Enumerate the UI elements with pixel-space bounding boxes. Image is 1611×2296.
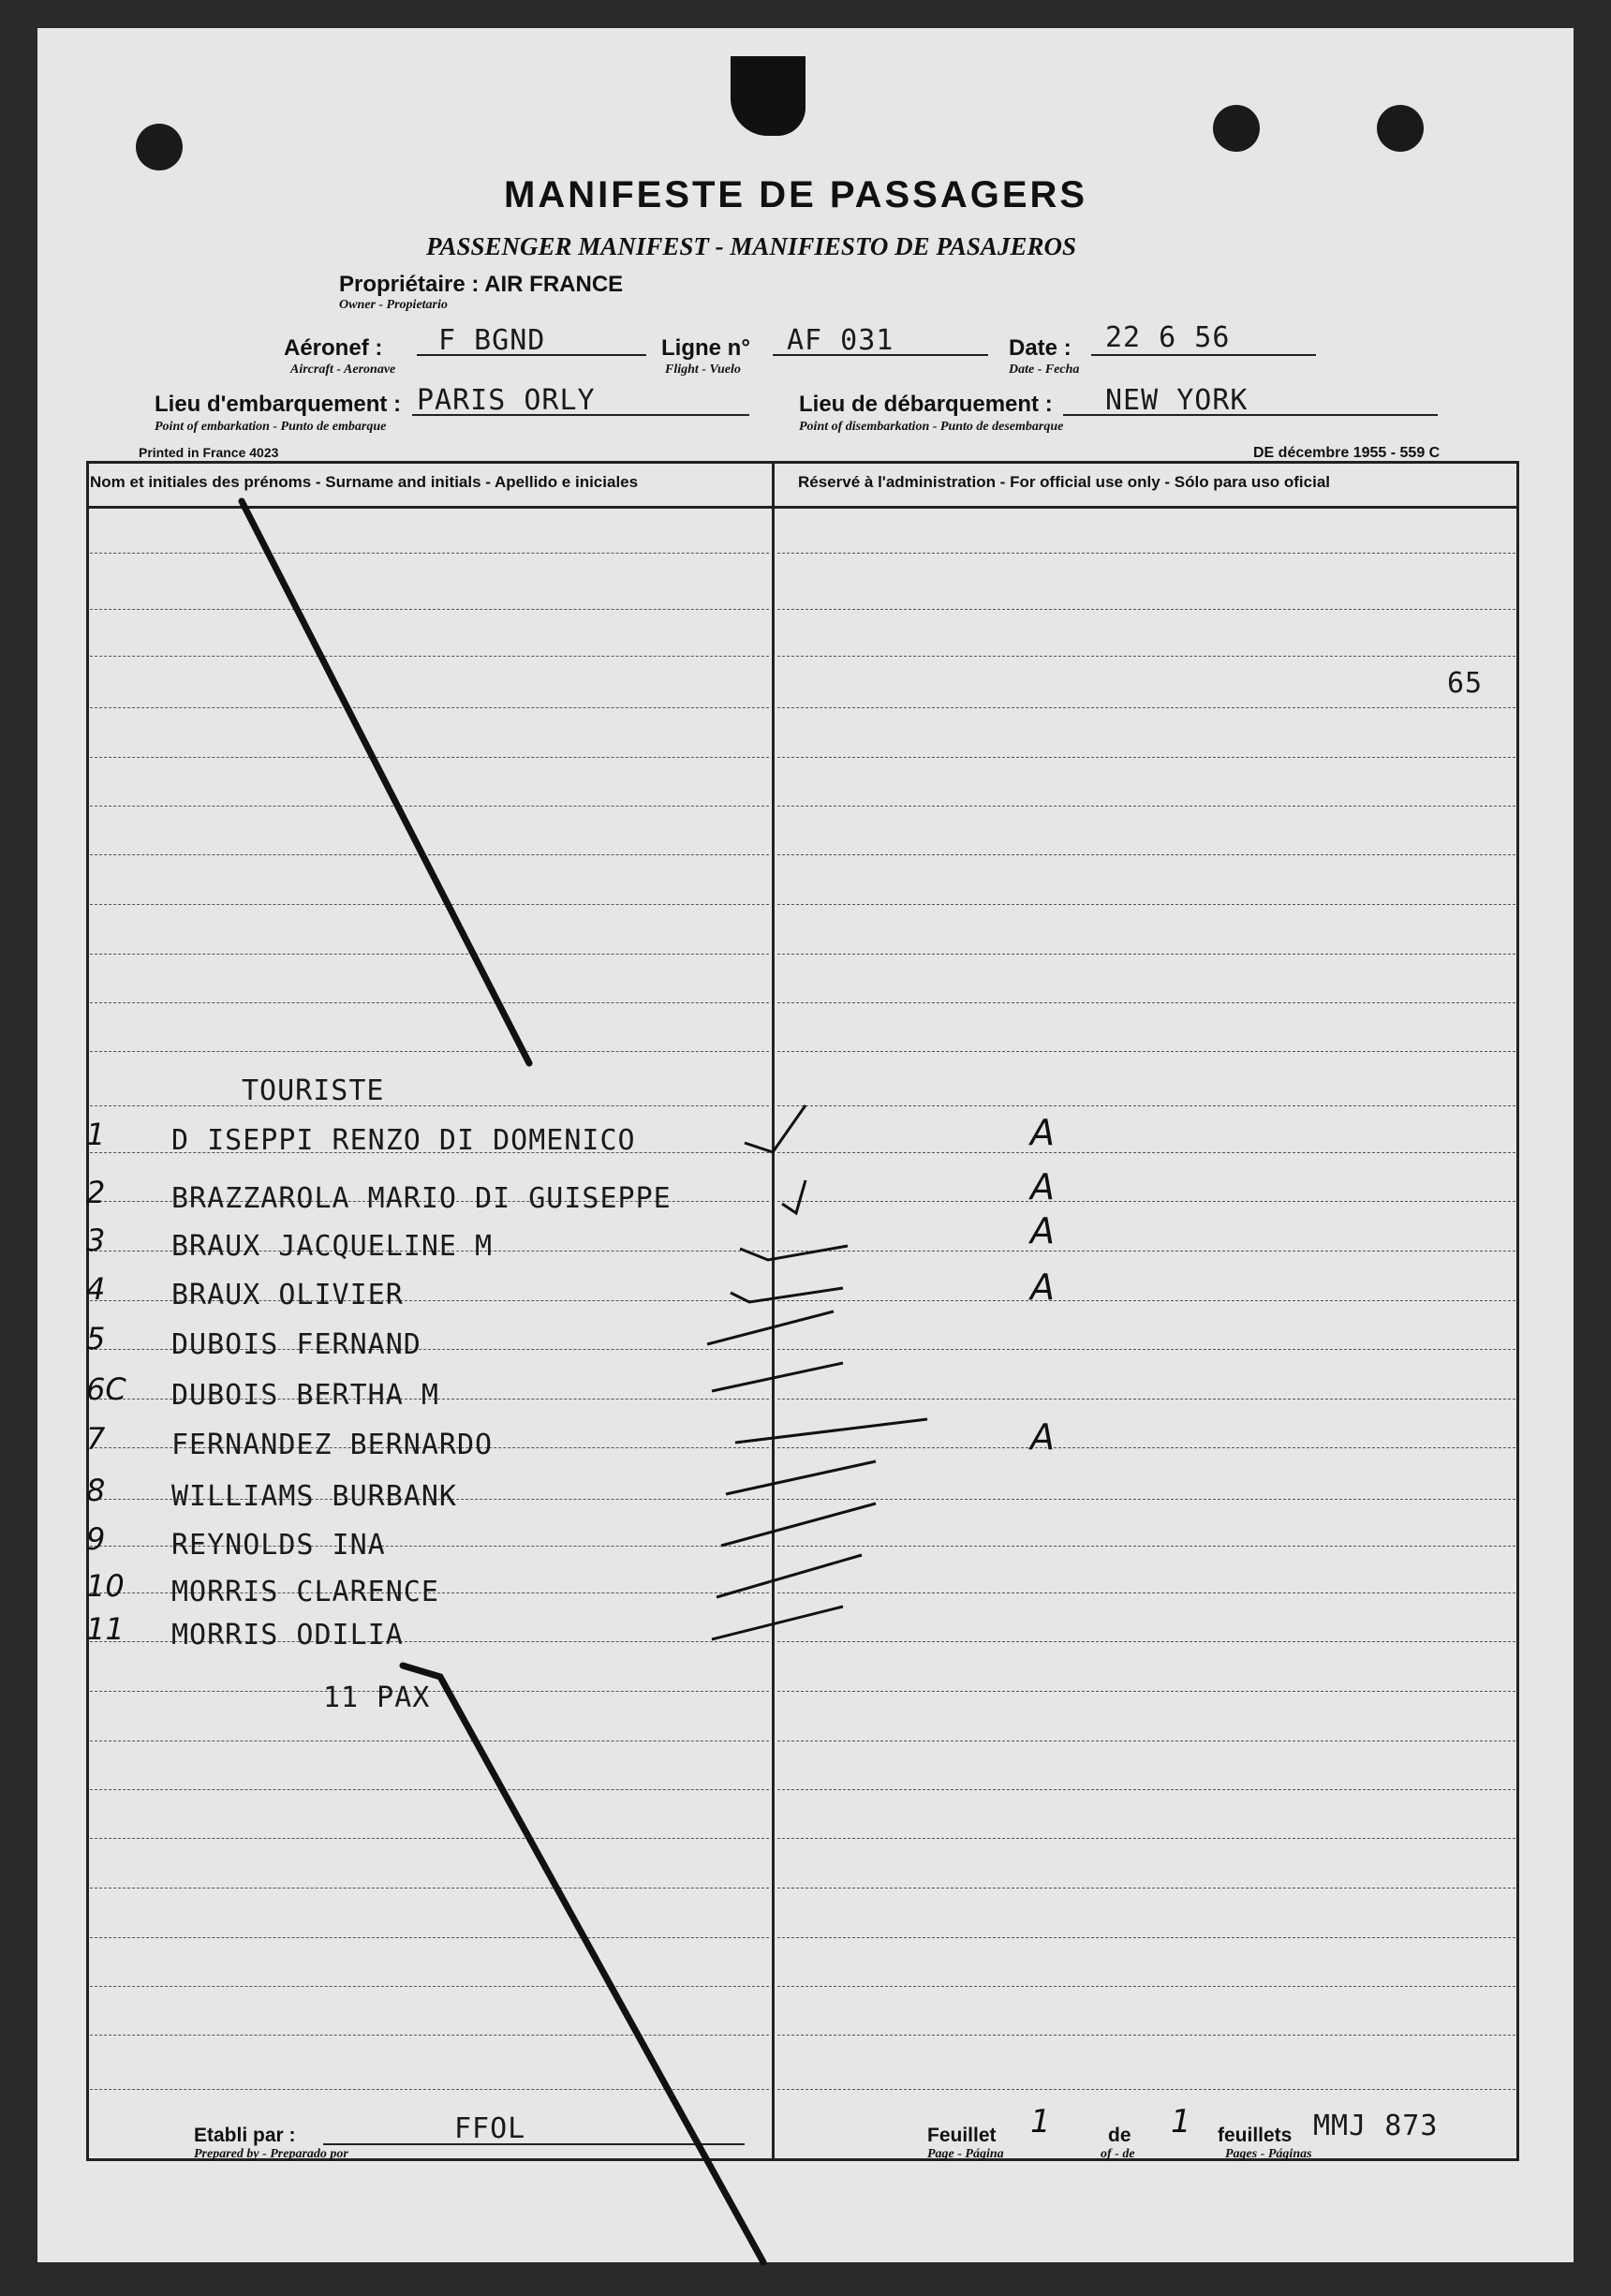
aircraft-sub: Aircraft - Aeronave [290, 363, 396, 377]
date-label: Date : [1009, 335, 1072, 361]
passenger-name: DUBOIS BERTHA M [171, 1379, 439, 1412]
line-value: AF 031 [787, 324, 894, 357]
passenger-number: 3 [86, 1222, 106, 1258]
embark-value: PARIS ORLY [417, 384, 596, 417]
admin-mark: A [1030, 1166, 1055, 1207]
admin-number: 65 [1447, 667, 1484, 700]
total-pax: 11 PAX [323, 1681, 431, 1714]
owner-sub: Owner - Propietario [339, 298, 448, 312]
ref-code: MMJ 873 [1313, 2110, 1439, 2142]
passenger-number: 6C [86, 1371, 126, 1407]
aircraft-label: Aéronef : [284, 335, 383, 361]
passenger-number: 4 [86, 1271, 106, 1307]
passenger-number: 10 [86, 1568, 125, 1604]
passenger-number: 11 [86, 1611, 125, 1647]
of-value: 1 [1171, 2103, 1191, 2140]
admin-mark: A [1030, 1210, 1055, 1252]
col-right-header: Réservé à l'administration - For official use only - Sólo para uso oficial [798, 473, 1331, 491]
owner-label: Propriétaire : AIR FRANCE [339, 272, 624, 297]
embark-sub: Point of embarkation - Punto de embarque [155, 420, 387, 434]
passenger-name: BRAZZAROLA MARIO DI GUISEPPE [171, 1182, 672, 1215]
strike-line-bottom [403, 1666, 763, 2262]
printed-note: Printed in France 4023 [139, 445, 279, 460]
disembark-value: NEW YORK [1105, 384, 1249, 417]
passenger-name: WILLIAMS BURBANK [171, 1480, 457, 1513]
passenger-name: FERNANDEZ BERNARDO [171, 1429, 494, 1461]
pages-sub: Pages - Páginas [1225, 2147, 1312, 2161]
page-sub: Page - Página [927, 2147, 1004, 2161]
passenger-name: MORRIS CLARENCE [171, 1576, 439, 1608]
aircraft-value: F BGND [438, 324, 546, 357]
disembark-sub: Point of disembarkation - Punto de desembarque [799, 420, 1064, 434]
embark-label: Lieu d'embarquement : [155, 392, 402, 417]
admin-mark: A [1030, 1267, 1055, 1308]
passenger-number: 7 [86, 1421, 106, 1457]
page-subtitle: PASSENGER MANIFEST - MANIFIESTO DE PASAJEROS [426, 232, 1076, 260]
line-sub: Flight - Vuelo [665, 363, 741, 377]
passenger-number: 9 [86, 1521, 106, 1557]
prepared-sub: Prepared by - Preparado por [194, 2147, 348, 2161]
passenger-number: 8 [86, 1473, 106, 1508]
passenger-name: BRAUX OLIVIER [171, 1279, 404, 1311]
page-label: Feuillet [927, 2125, 997, 2146]
admin-mark: A [1030, 1112, 1055, 1153]
page-title: MANIFESTE DE PASSAGERS [504, 174, 1088, 215]
pages-label: feuillets [1218, 2125, 1293, 2146]
passenger-number: 5 [86, 1321, 106, 1356]
prepared-label: Etabli par : [194, 2125, 296, 2146]
passenger-name: REYNOLDS INA [171, 1529, 386, 1562]
passenger-number: 2 [86, 1175, 106, 1210]
form-ref: DE décembre 1955 - 559 C [1253, 445, 1441, 461]
of-label: de [1108, 2125, 1131, 2146]
checkmarks [707, 1105, 927, 1639]
passenger-number: 1 [86, 1117, 106, 1152]
admin-mark: A [1030, 1416, 1055, 1458]
page-value: 1 [1030, 2103, 1051, 2140]
disembark-label: Lieu de débarquement : [799, 392, 1053, 417]
class-label: TOURISTE [242, 1074, 385, 1107]
date-sub: Date - Fecha [1009, 363, 1080, 377]
prepared-value: FFOL [454, 2112, 526, 2145]
line-label: Ligne n° [661, 335, 750, 361]
col-left-header: Nom et initiales des prénoms - Surname and initials - Apellido e iniciales [90, 473, 639, 491]
passenger-name: D ISEPPI RENZO DI DOMENICO [171, 1124, 636, 1157]
strike-line-top [242, 501, 529, 1063]
passenger-name: MORRIS ODILIA [171, 1619, 404, 1652]
passenger-name: BRAUX JACQUELINE M [171, 1230, 494, 1263]
date-value: 22 6 56 [1105, 321, 1231, 354]
of-sub: of - de [1101, 2147, 1135, 2161]
passenger-name: DUBOIS FERNAND [171, 1328, 421, 1361]
